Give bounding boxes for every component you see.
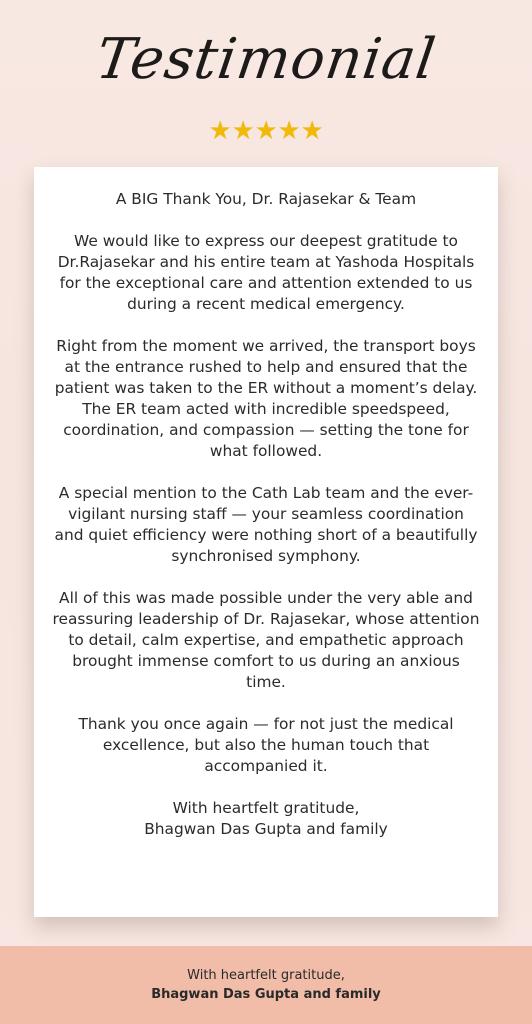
footer-closing: With heartfelt gratitude, xyxy=(187,968,345,983)
footer-signature: Bhagwan Das Gupta and family xyxy=(151,987,381,1002)
star-icon-5: ★ xyxy=(300,115,324,145)
star-icon-4: ★ xyxy=(277,115,301,145)
letter-heading: A BIG Thank You, Dr. Rajasekar & Team xyxy=(115,190,417,208)
star-icon-2: ★ xyxy=(231,115,255,145)
star-icon-3: ★ xyxy=(254,115,278,145)
testimonial-card xyxy=(34,167,498,917)
star-rating xyxy=(0,114,532,146)
letter-body xyxy=(52,189,480,840)
footer-banner xyxy=(0,946,532,1024)
letter-paragraph-3: A special mention to the Cath Lab team and the ever-vigilant nursing staff — your seamless coordination and quiet efficiency were nothing short of a beautifully synchronised symphony. xyxy=(54,484,478,565)
letter-paragraph-5: Thank you once again — for not just the medical excellence, but also the human touch that accompanied it. xyxy=(78,715,454,775)
letter-closing: With heartfelt gratitude, xyxy=(172,799,360,817)
letter-paragraph-4: All of this was made possible under the very able and reassuring leadership of Dr. Rajasekar, whose attention to detail, calm expertise, and empathetic approach brought immense comfort to us during an anxious time. xyxy=(52,589,480,691)
letter-paragraph-2: Right from the moment we arrived, the transport boys at the entrance rushed to help and ensured that the patient was taken to the ER without a moment’s delay. The ER team acted with incredible speedspeed, coordination, and compassion — setting the tone for what followed. xyxy=(54,337,478,460)
testimonial-title: Testimonial xyxy=(92,27,440,92)
letter-signature: Bhagwan Das Gupta and family xyxy=(144,820,388,838)
letter-paragraph-1: We would like to express our deepest gratitude to Dr.Rajasekar and his entire team at Yashoda Hospitals for the exceptional care and attention extended to us during a recent medical emergency. xyxy=(57,232,475,313)
star-icon-1: ★ xyxy=(208,115,232,145)
